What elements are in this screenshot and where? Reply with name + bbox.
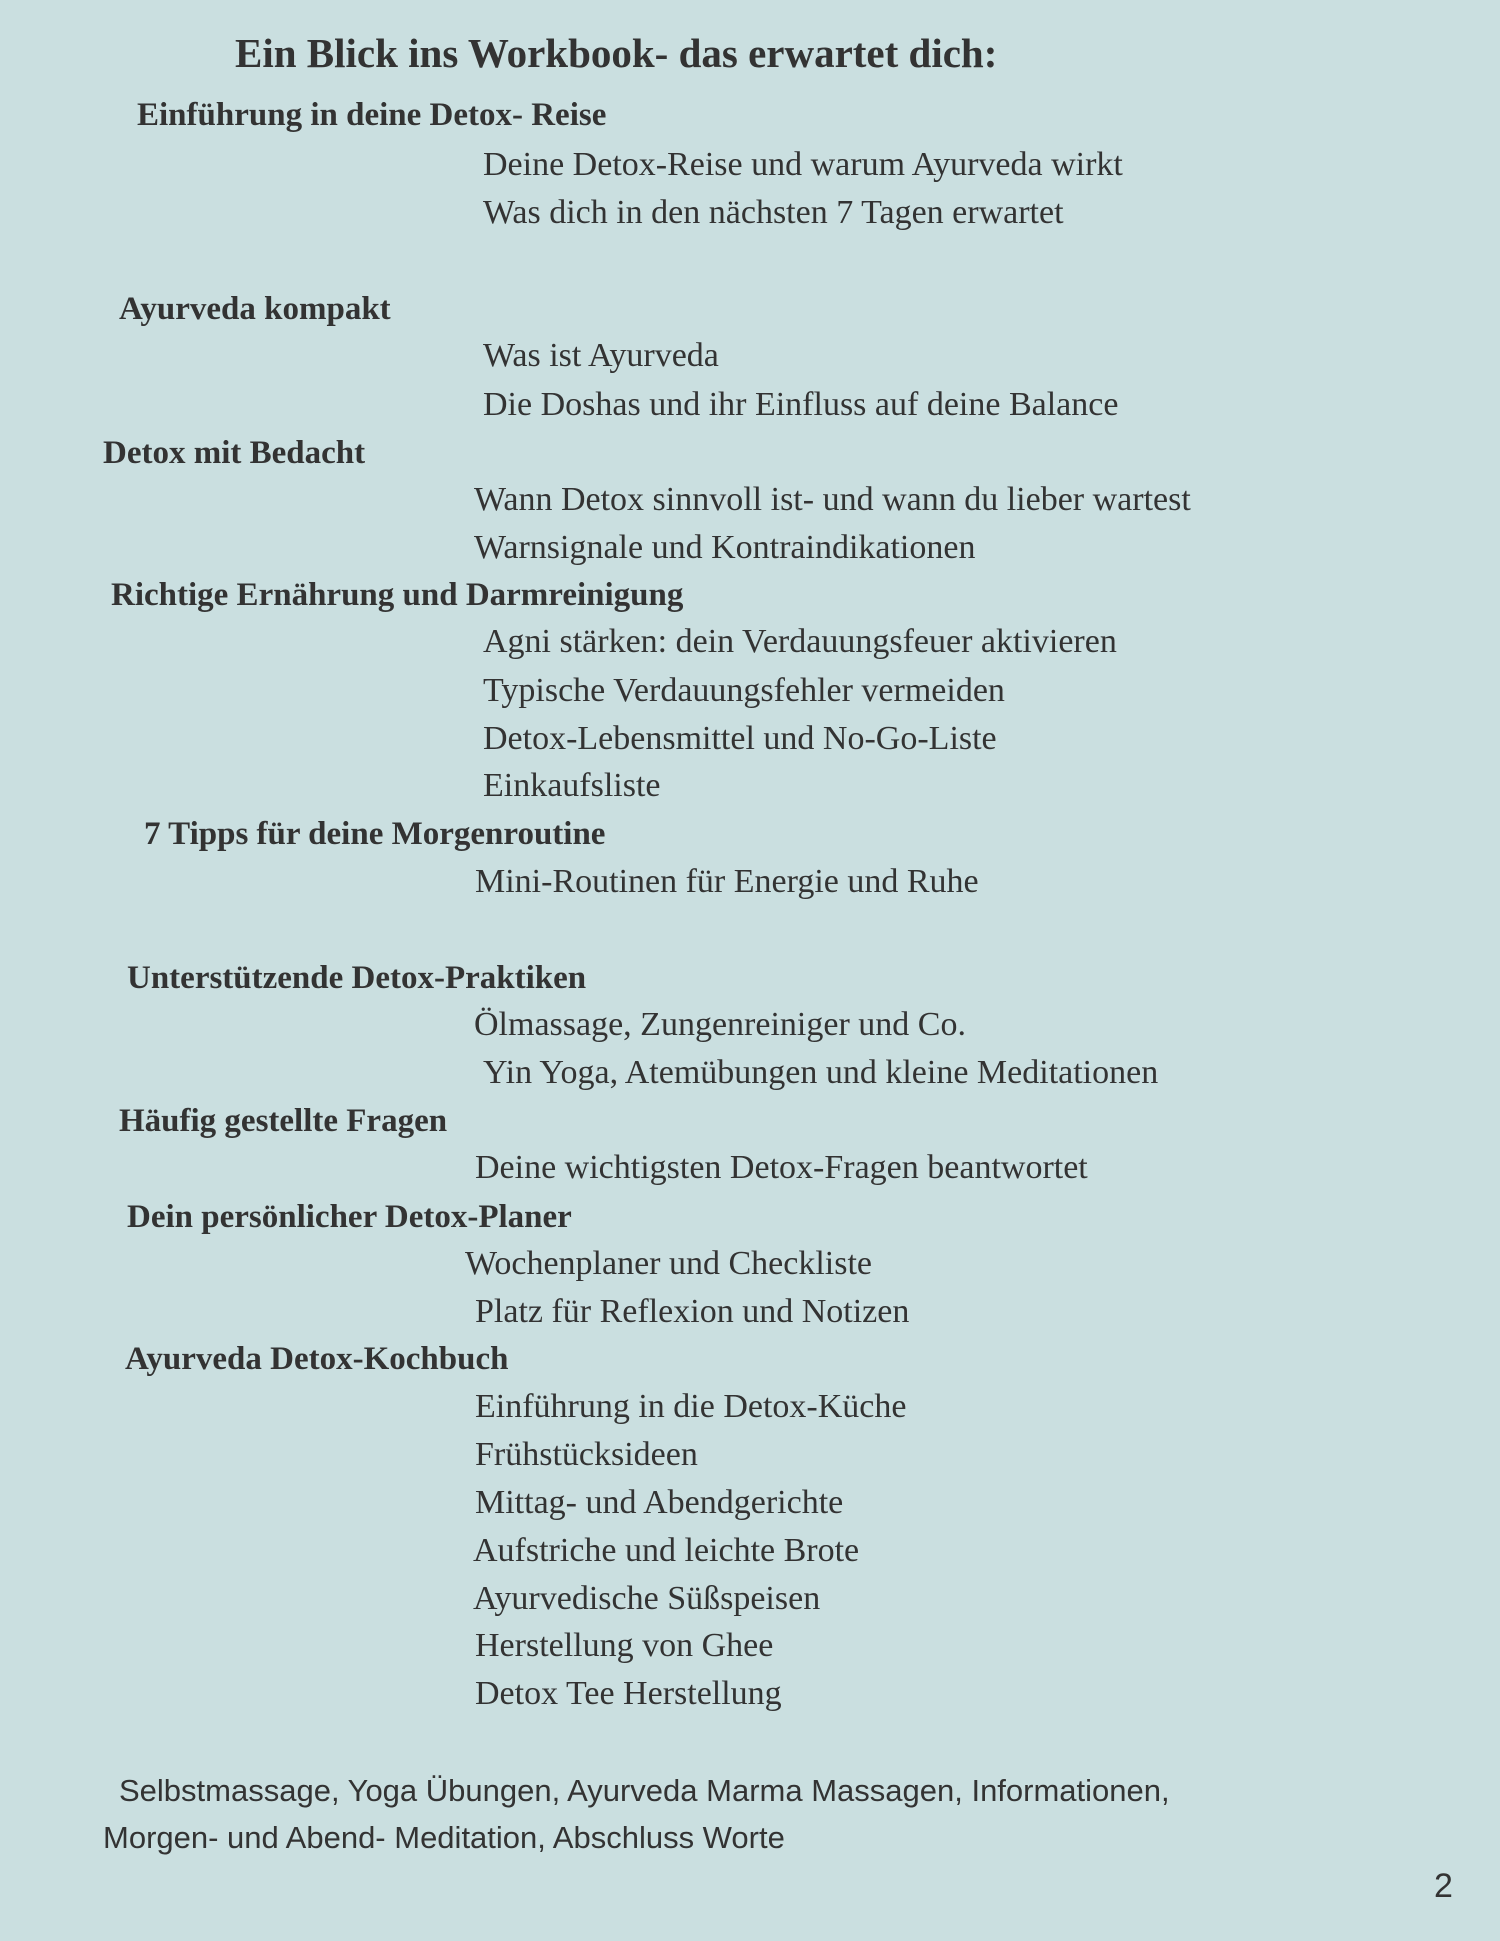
section-heading: Ayurveda Detox-Kochbuch [125,1341,509,1377]
list-item: Mini-Routinen für Energie und Ruhe [475,863,979,900]
list-item: Die Doshas und ihr Einfluss auf deine Balance [483,386,1119,423]
footer-line: Selbstmassage, Yoga Übungen, Ayurveda Marma Massagen, Informationen, [119,1773,1170,1808]
section-heading: Häufig gestellte Fragen [119,1103,448,1139]
section-heading: Detox mit Bedacht [103,435,366,471]
list-item: Wann Detox sinnvoll ist- und wann du lieber wartest [474,481,1191,518]
section-heading: Ayurveda kompakt [119,291,391,327]
page-title: Ein Blick ins Workbook- das erwartet dich: [235,30,998,76]
list-item: Einführung in die Detox-Küche [475,1388,907,1425]
list-item: Mittag- und Abendgerichte [475,1484,844,1521]
list-item: Detox-Lebensmittel und No-Go-Liste [483,720,997,757]
footer-line: Morgen- und Abend- Meditation, Abschluss Worte [103,1820,785,1855]
section-heading: Unterstützende Detox-Praktiken [127,960,587,996]
section-heading: 7 Tipps für deine Morgenroutine [144,816,606,852]
list-item: Typische Verdauungsfehler vermeiden [483,672,1005,709]
section-heading: Dein persönlicher Detox-Planer [127,1199,572,1235]
list-item: Frühstücksideen [475,1436,698,1473]
list-item: Detox Tee Herstellung [475,1675,782,1712]
list-item: Ayurvedische Süßspeisen [473,1580,821,1617]
section-heading: Richtige Ernährung und Darmreinigung [111,577,684,613]
section-heading: Einführung in deine Detox- Reise [137,97,607,133]
list-item: Herstellung von Ghee [475,1627,774,1664]
list-item: Wochenplaner und Checkliste [465,1245,873,1282]
page-number: 2 [1434,1867,1453,1905]
list-item: Yin Yoga, Atemübungen und kleine Meditationen [483,1054,1159,1091]
list-item: Was ist Ayurveda [483,337,719,374]
list-item: Platz für Reflexion und Notizen [475,1293,910,1330]
list-item: Einkaufsliste [483,767,661,804]
list-item: Deine wichtigsten Detox-Fragen beantwortet [475,1149,1088,1186]
list-item: Warnsignale und Kontraindikationen [474,529,976,566]
list-item: Agni stärken: dein Verdauungsfeuer aktivieren [483,623,1117,660]
list-item: Aufstriche und leichte Brote [473,1532,860,1569]
list-item: Ölmassage, Zungenreiniger und Co. [474,1006,966,1043]
list-item: Was dich in den nächsten 7 Tagen erwartet [483,194,1064,231]
list-item: Deine Detox-Reise und warum Ayurveda wirkt [483,146,1123,183]
